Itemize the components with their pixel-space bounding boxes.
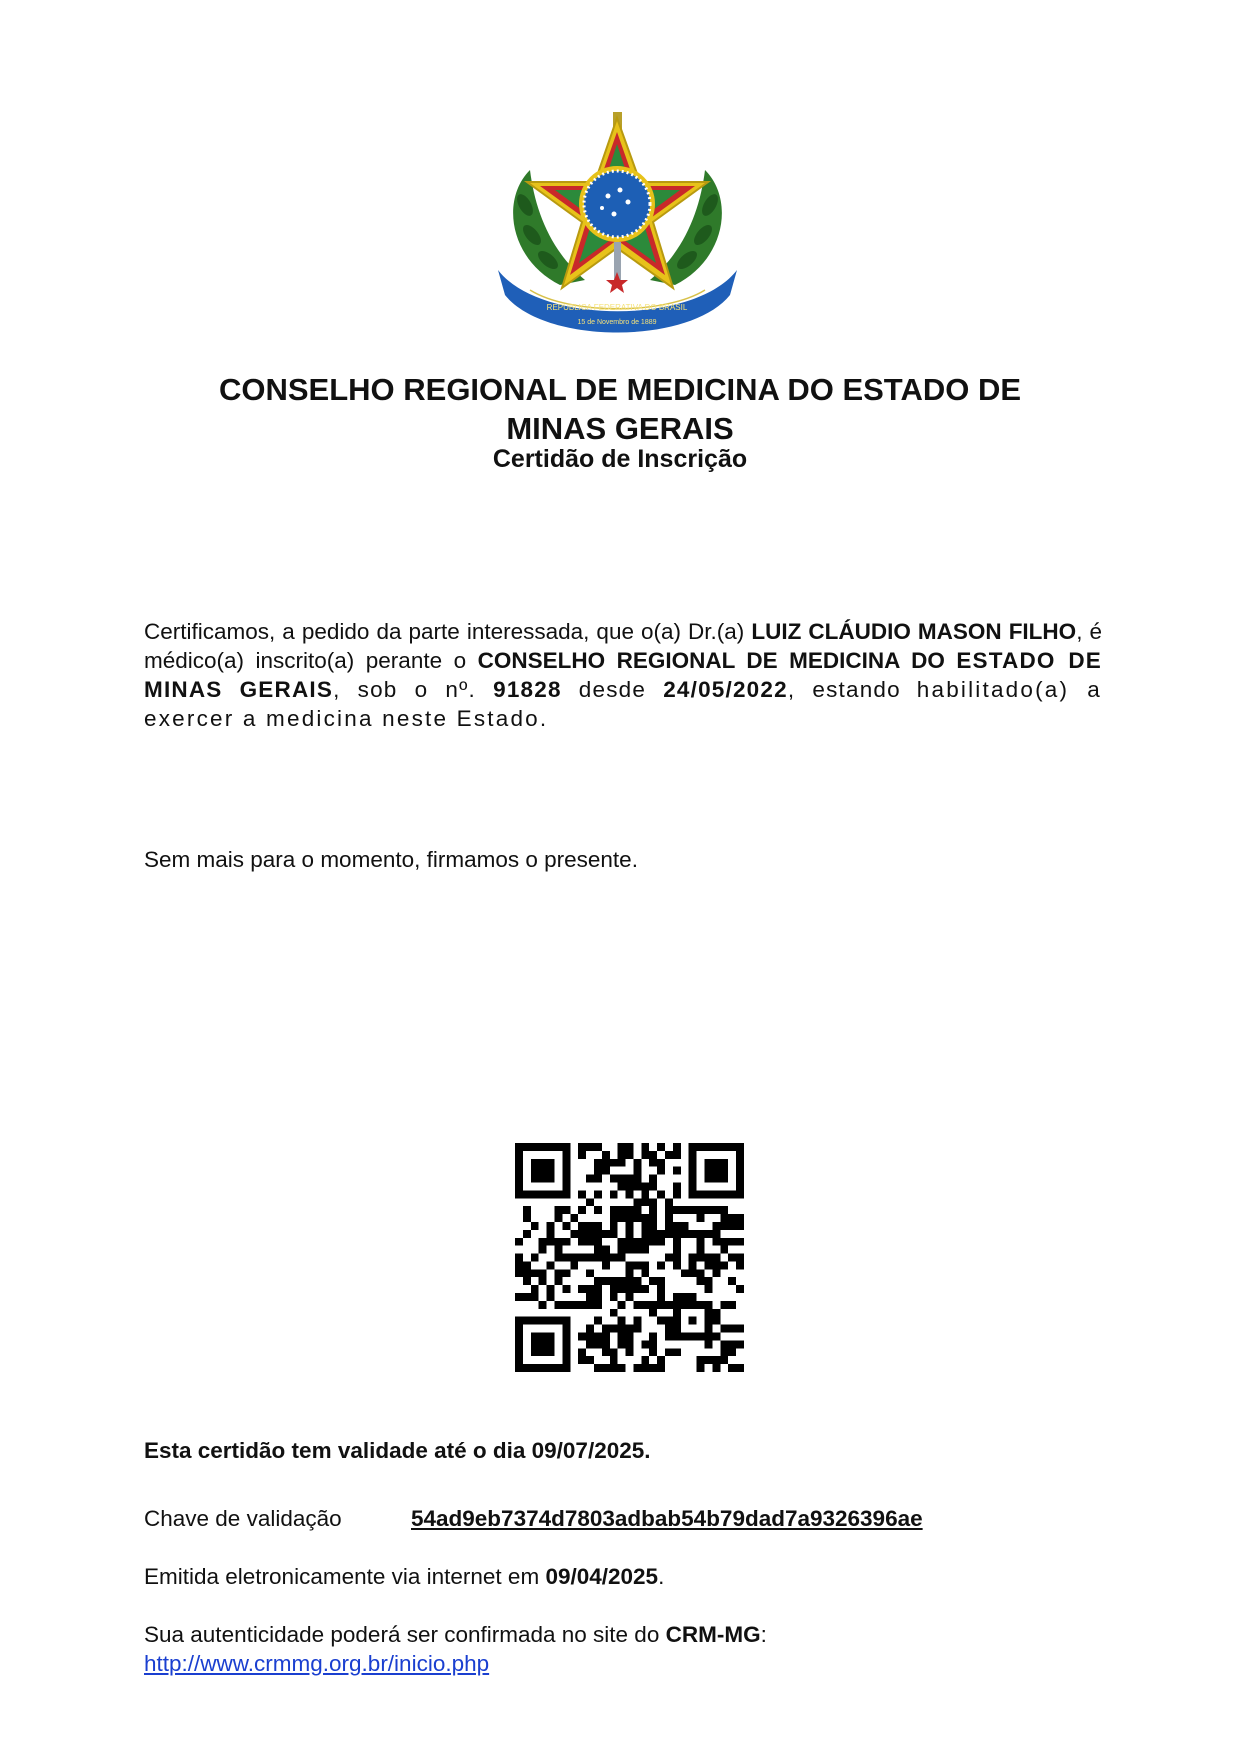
body-text-5: , estando bbox=[787, 677, 901, 702]
validation-key-label: Chave de validação bbox=[144, 1506, 342, 1531]
page-title bbox=[140, 370, 1100, 448]
ribbon-text-top: REPUBLICA FEDERATIVA DO BRASIL bbox=[546, 303, 688, 312]
emission-text bbox=[144, 1564, 664, 1590]
body-text-3: , sob o nº. bbox=[333, 677, 494, 702]
validation-key-value: 54ad9eb7374d7803adbab54b79dad7a9326396ae bbox=[411, 1506, 923, 1531]
body-text-4: desde bbox=[561, 677, 664, 702]
authenticity-link[interactable]: http://www.crmmg.org.br/inicio.php bbox=[144, 1651, 490, 1676]
body-text-2: , é médico(a) inscrito(a) perante o bbox=[144, 619, 1102, 673]
doctor-name-part-1: LUIZ CLÁUDIO MASON bbox=[751, 619, 1002, 644]
council-name-part-2: ESTADO DE MINAS GERAIS bbox=[144, 648, 1102, 702]
title-line-2: MINAS GERAIS bbox=[506, 411, 734, 446]
title-line-1: CONSELHO REGIONAL DE MEDICINA DO ESTADO DE bbox=[218, 372, 1022, 407]
authenticity-suffix: : bbox=[760, 1622, 767, 1647]
qr-code-icon bbox=[515, 1143, 744, 1372]
emission-suffix: . bbox=[658, 1564, 665, 1589]
certification-paragraph bbox=[144, 617, 1102, 733]
registration-date: 24/05/2022 bbox=[663, 677, 788, 702]
closing-text: Sem mais para o momento, firmamos o presente. bbox=[144, 847, 638, 872]
validity-text: Esta certidão tem validade até o dia 09/07/2025. bbox=[144, 1438, 651, 1463]
validation-key-row bbox=[144, 1506, 923, 1532]
registration-number: 91828 bbox=[493, 677, 562, 702]
brazil-coat-of-arms-icon bbox=[490, 110, 745, 345]
page-subtitle: Certidão de Inscrição bbox=[492, 445, 748, 473]
authenticity-org: CRM-MG bbox=[665, 1622, 761, 1647]
emission-date: 09/04/2025 bbox=[545, 1564, 659, 1589]
council-name-part-1: CONSELHO REGIONAL DE MEDICINA DO bbox=[477, 648, 945, 673]
body-text-6: habilitado(a) a exercer a medicina neste Estado. bbox=[144, 677, 1103, 731]
authenticity-text bbox=[144, 1620, 767, 1678]
emission-prefix: Emitida eletronicamente via internet em bbox=[144, 1564, 546, 1589]
body-text-1: Certificamos, a pedido da parte interessada, que o(a) Dr.(a) bbox=[144, 619, 752, 644]
doctor-name-part-2: FILHO bbox=[1008, 619, 1077, 644]
authenticity-prefix: Sua autenticidade poderá ser confirmada no site do bbox=[144, 1622, 666, 1647]
ribbon-text-bottom: 15 de Novembro de 1889 bbox=[577, 319, 657, 326]
